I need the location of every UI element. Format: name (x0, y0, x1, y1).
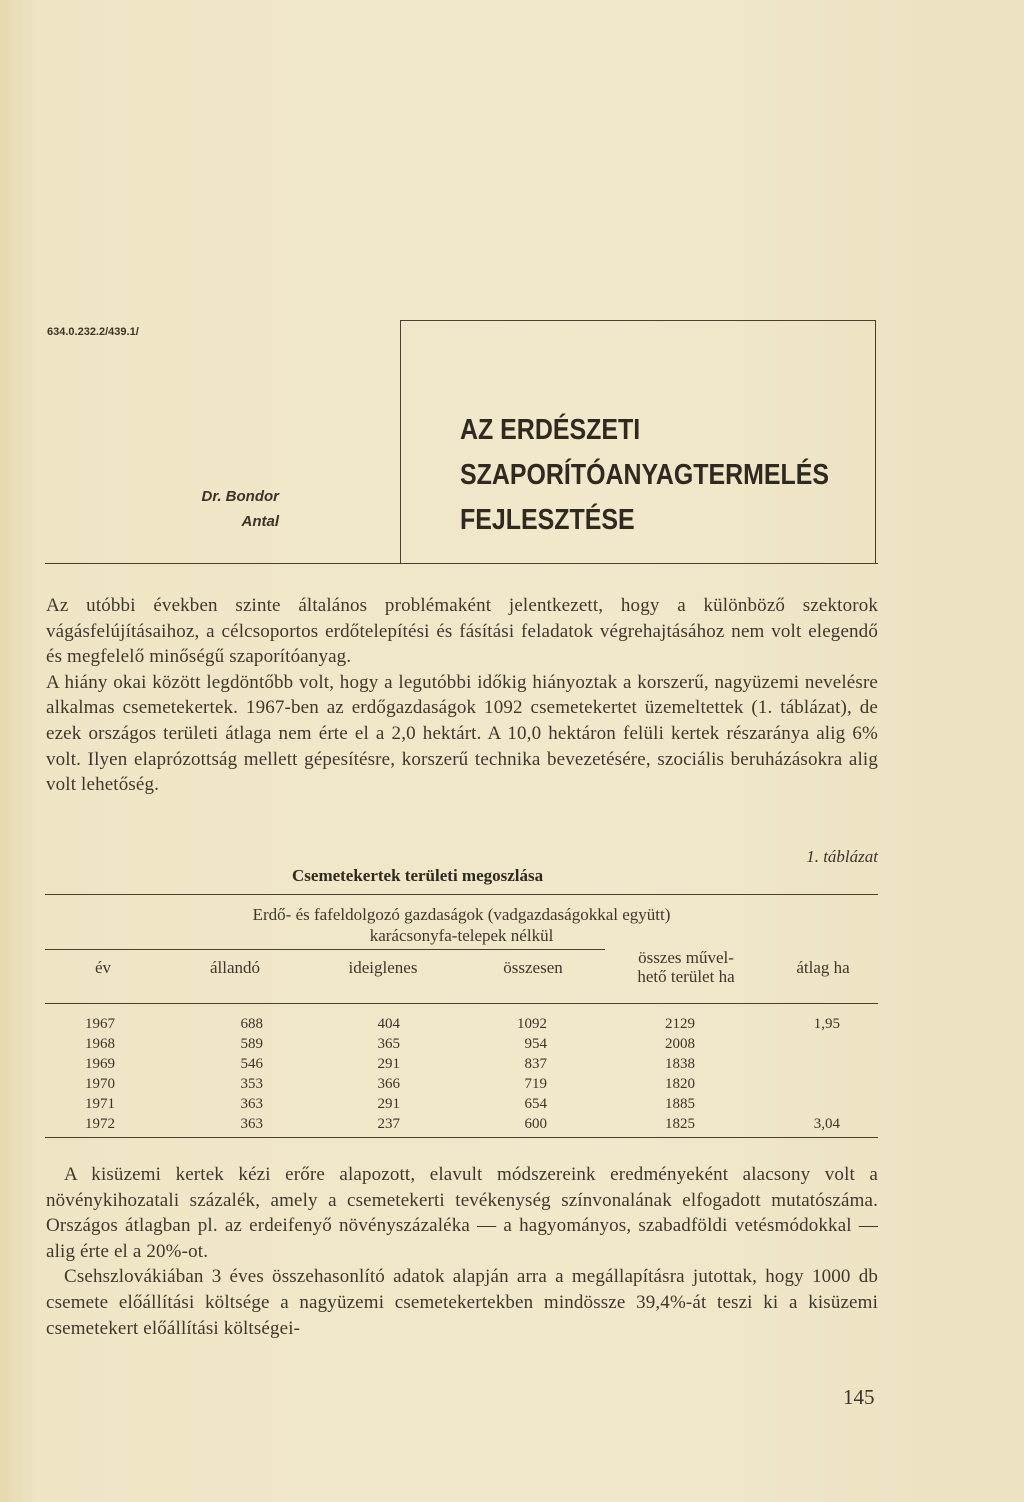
table-cell-ev: 1970 (85, 1076, 115, 1092)
table-cell-terulet: 1885 (665, 1096, 695, 1112)
title-line-2: SZAPORÍTÓANYAGTERMELÉS (460, 459, 830, 491)
table-cell-ev: 1968 (85, 1036, 115, 1052)
table-cell-osszesen: 954 (524, 1036, 547, 1052)
table-cell-atlag: 1,95 (813, 1016, 840, 1032)
group-header-line-2: karácsonyfa-telepek nélkül (369, 926, 554, 945)
table-cell-ev: 1969 (85, 1056, 115, 1072)
table-cell-osszesen: 600 (524, 1116, 547, 1132)
udc-classification: 634.0.232.2/439.1/ (47, 326, 139, 338)
author-line-1: Dr. Bondor (201, 488, 279, 505)
table-number-label: 1. táblázat (806, 847, 878, 866)
table-cell-allando: 546 (240, 1056, 263, 1072)
table-title: Csemetekertek területi megoszlása (292, 866, 544, 885)
group-header-line-1: Erdő- és fafeldolgozó gazdaságok (vadgazdaságokkal együtt) (252, 905, 671, 924)
table-cell-ideiglenes: 365 (377, 1036, 400, 1052)
table-cell-terulet: 2008 (665, 1036, 695, 1052)
table-cell-ev: 1967 (85, 1016, 115, 1032)
col-header-terulet-line-1: összes művel- (638, 948, 734, 967)
paragraph-1: Az utóbbi években szinte általános problémaként jelentkezett, hogy a különböző szektorok vágásfelújításaihoz, a célcsoportos erdőtelepítési és fásítási feladatok végrehajtásához nem volt elegendő és megfelelő minőségű szaporítóanyag. (46, 595, 878, 668)
table-cell-ideiglenes: 291 (377, 1096, 400, 1112)
col-header-allando: állandó (209, 958, 261, 977)
body-text-bottom (46, 1162, 878, 1341)
paragraph-3: A kisüzemi kertek kézi erőre alapozott, elavult módszereink eredményeként alacsony volt a növénykihozatali százalék, amely a csemetekerti tevékenység színvonalának elfogadott mutatószáma. Országos átlagban pl. az erdeifenyő növényszázaléka — a hagyományos, szabadföldi vetésmódokkal — alig érte el a 20%-ot. (46, 1164, 878, 1262)
article-title (460, 408, 829, 543)
table-bottom-rule (45, 1137, 878, 1138)
table-cell-terulet: 1838 (665, 1056, 695, 1072)
table-cell-ideiglenes: 404 (377, 1016, 400, 1032)
group-header-rule (45, 949, 605, 950)
table-top-rule (45, 894, 878, 895)
table-group-header (45, 904, 878, 946)
table-cell-allando: 353 (240, 1076, 263, 1092)
table-cell-atlag: 3,04 (813, 1116, 840, 1132)
table-cell-osszesen: 1092 (517, 1016, 547, 1032)
table-cell-allando: 688 (240, 1016, 263, 1032)
col-header-terulet (601, 948, 771, 986)
col-header-osszesen: összesen (503, 958, 563, 977)
table-cell-osszesen: 719 (524, 1076, 547, 1092)
table-cell-osszesen: 654 (524, 1096, 547, 1112)
table-cell-ideiglenes: 237 (377, 1116, 400, 1132)
col-header-terulet-line-2: hető terület ha (637, 967, 735, 986)
table-cell-terulet: 1825 (665, 1116, 695, 1132)
table-cell-ideiglenes: 291 (377, 1056, 400, 1072)
table-cell-ideiglenes: 366 (377, 1076, 400, 1092)
col-header-atlag: átlag ha (796, 958, 850, 977)
table-cell-allando: 363 (240, 1116, 263, 1132)
table-cell-ev: 1971 (85, 1096, 115, 1112)
paragraph-4: Csehszlovákiában 3 éves összehasonlító adatok alapján arra a megállapításra jutottak, hogy 1000 db csemete előállítási költsége a nagyüzemi csemetekertekben mindössze 39,4%-át teszi ki a kisüzemi csemetekert előállítási költségei- (46, 1266, 878, 1339)
page-number: 145 (843, 1385, 875, 1409)
col-header-ev: év (94, 958, 112, 977)
col-header-ideiglenes: ideiglenes (348, 958, 418, 977)
title-line-1: AZ ERDÉSZETI (460, 414, 641, 446)
table-cell-allando: 363 (240, 1096, 263, 1112)
table-cell-terulet: 1820 (665, 1076, 695, 1092)
table-cell-ev: 1972 (85, 1116, 115, 1132)
table-header-rule (45, 1003, 878, 1004)
body-text-top (46, 593, 878, 798)
author-line-2: Antal (241, 513, 279, 530)
table-cell-allando: 589 (240, 1036, 263, 1052)
title-line-3: FEJLESZTÉSE (460, 504, 635, 536)
author (202, 484, 280, 534)
table-cell-terulet: 2129 (665, 1016, 695, 1032)
paragraph-2: A hiány okai között legdöntőbb volt, hogy a legutóbbi időkig hiányoztak a korszerű, nagyüzemi nevelésre alkalmas csemetekertek. 1967-ben az erdőgazdaságok 1092 csemetekertet üzemeltettek (1. táblázat), de ezek országos területi átlaga nem érte el a 2,0 hektárt. A 10,0 hektáron felüli kertek részaránya alig 6% volt. Ilyen elaprózottság mellett gépesítésre, korszerű technika bevezetésére, szociális beruházásokra alig volt lehetőség. (46, 671, 878, 796)
table-cell-osszesen: 837 (524, 1056, 547, 1072)
title-frame-bottom-rule (45, 563, 878, 564)
